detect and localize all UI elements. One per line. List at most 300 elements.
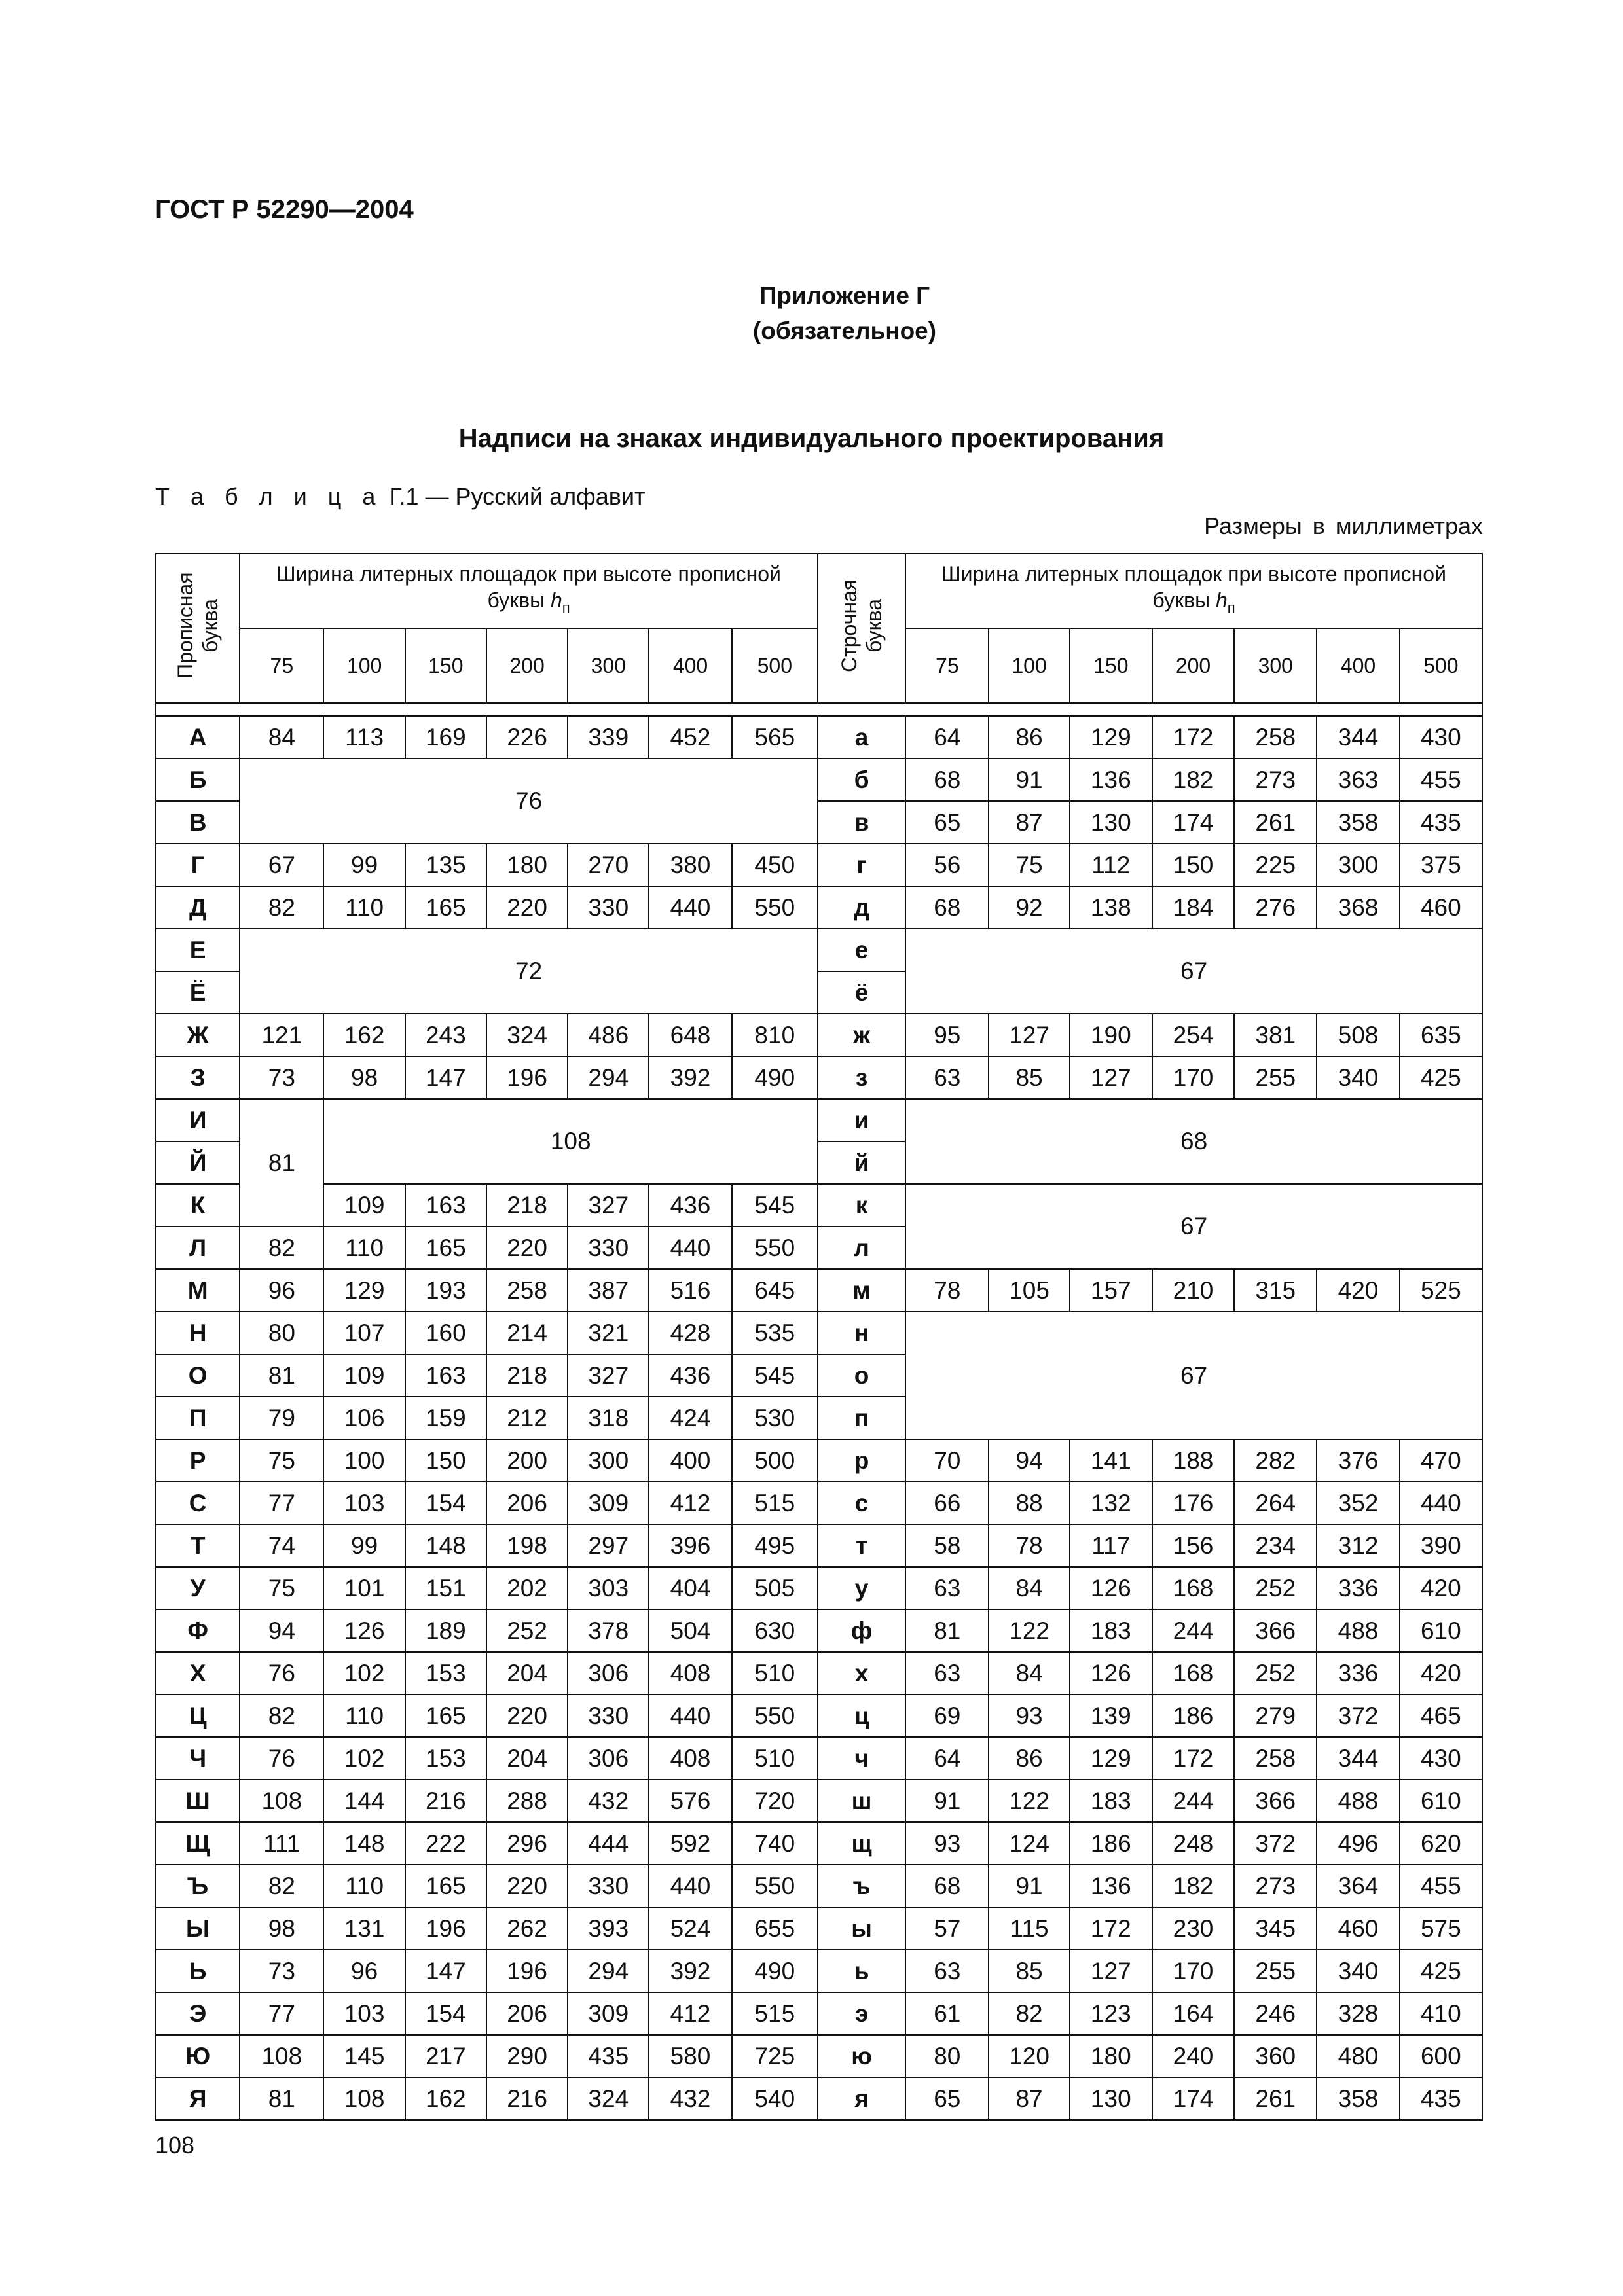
upper-letter-cell: В: [156, 801, 240, 844]
upper-value-cell: 75: [240, 1439, 323, 1482]
lower-letter-cell: о: [818, 1354, 905, 1397]
table-row: [156, 1822, 1482, 1865]
upper-letter-cell: Ц: [156, 1695, 240, 1737]
annex-title: Приложение Г: [759, 282, 930, 309]
lower-letter-cell: х: [818, 1652, 905, 1695]
upper-letter-cell: Ю: [156, 2035, 240, 2077]
lower-value-cell: 261: [1234, 801, 1317, 844]
lower-value-cell: 141: [1070, 1439, 1152, 1482]
upper-letter-cell: П: [156, 1397, 240, 1439]
lower-value-cell: 129: [1070, 716, 1152, 759]
lower-value-cell: 94: [989, 1439, 1069, 1482]
units-note: Размеры в миллиметрах: [1204, 512, 1483, 539]
table-row: [156, 1184, 1482, 1227]
upper-value-cell: 515: [732, 1992, 818, 2035]
lower-letter-cell: ё: [818, 971, 905, 1014]
lower-value-cell: 170: [1152, 1056, 1234, 1099]
lower-value-cell: 93: [989, 1695, 1069, 1737]
upper-value-cell: 550: [732, 1695, 818, 1737]
upper-value-cell: 153: [405, 1737, 486, 1780]
lower-letter-cell: ы: [818, 1907, 905, 1950]
lower-value-cell: 63: [905, 1950, 989, 1992]
upper-value-cell: 243: [405, 1014, 486, 1056]
lower-value-cell: 157: [1070, 1269, 1152, 1312]
upper-value-cell: 96: [323, 1950, 405, 1992]
upper-value-cell: 110: [323, 1865, 405, 1907]
lower-value-cell: 470: [1400, 1439, 1482, 1482]
lower-value-cell: 170: [1152, 1950, 1234, 1992]
lower-value-cell: 435: [1400, 801, 1482, 844]
upper-value-cell: 76: [240, 1652, 323, 1695]
upper-value-cell: 99: [323, 1524, 405, 1567]
upper-letter-cell: Д: [156, 886, 240, 929]
upper-height-header: 100: [323, 628, 405, 703]
lower-value-cell: 190: [1070, 1014, 1152, 1056]
upper-letter-cell: Ф: [156, 1609, 240, 1652]
lower-value-cell: 61: [905, 1992, 989, 2035]
upper-value-cell: 103: [323, 1482, 405, 1524]
lower-value-cell: 64: [905, 1737, 989, 1780]
table-row: [156, 844, 1482, 886]
lower-value-cell: 366: [1234, 1609, 1317, 1652]
lower-letter-cell: э: [818, 1992, 905, 2035]
lower-value-cell: 66: [905, 1482, 989, 1524]
upper-value-cell: 408: [649, 1737, 731, 1780]
upper-value-cell: 306: [568, 1652, 649, 1695]
upper-letter-cell: Н: [156, 1312, 240, 1354]
lower-letter-cell: г: [818, 844, 905, 886]
upper-height-header: 75: [240, 628, 323, 703]
lower-letter-cell: ш: [818, 1780, 905, 1822]
upper-letter-cell: О: [156, 1354, 240, 1397]
upper-value-cell: 160: [405, 1312, 486, 1354]
upper-value-cell: 151: [405, 1567, 486, 1609]
upper-value-cell: 321: [568, 1312, 649, 1354]
lower-value-cell: 164: [1152, 1992, 1234, 2035]
lower-letter-cell: я: [818, 2077, 905, 2120]
upper-letter-cell: Ч: [156, 1737, 240, 1780]
lower-value-cell: 86: [989, 716, 1069, 759]
lower-value-cell: 84: [989, 1567, 1069, 1609]
lower-value-cell: 496: [1317, 1822, 1399, 1865]
lower-letter-cell: д: [818, 886, 905, 929]
lower-value-cell: 230: [1152, 1907, 1234, 1950]
table-caption: [155, 483, 646, 511]
lower-value-cell: 273: [1234, 759, 1317, 801]
lower-value-cell: 115: [989, 1907, 1069, 1950]
upper-value-cell: 550: [732, 886, 818, 929]
upper-letter-cell: З: [156, 1056, 240, 1099]
lower-value-cell: 610: [1400, 1780, 1482, 1822]
upper-value-cell: 645: [732, 1269, 818, 1312]
lower-value-cell: 78: [905, 1269, 989, 1312]
upper-value-cell: 444: [568, 1822, 649, 1865]
upper-value-cell: 75: [240, 1567, 323, 1609]
annex-status: (обязательное): [752, 317, 937, 344]
upper-value-cell: 109: [323, 1354, 405, 1397]
upper-value-cell: 206: [486, 1992, 568, 2035]
lower-letter-cell: в: [818, 801, 905, 844]
upper-value-cell: 530: [732, 1397, 818, 1439]
lower-letter-cell: ь: [818, 1950, 905, 1992]
table-row: [156, 1312, 1482, 1354]
upper-value-cell: 110: [323, 1227, 405, 1269]
lower-value-cell: 276: [1234, 886, 1317, 929]
lower-value-cell: 63: [905, 1567, 989, 1609]
lower-value-cell: 138: [1070, 886, 1152, 929]
lower-value-cell: 488: [1317, 1609, 1399, 1652]
lower-value-cell: 68: [905, 886, 989, 929]
lower-value-cell: 600: [1400, 2035, 1482, 2077]
lower-value-cell: 124: [989, 1822, 1069, 1865]
upper-letter-cell: Я: [156, 2077, 240, 2120]
lower-value-cell: 488: [1317, 1780, 1399, 1822]
upper-value-cell: 440: [649, 1695, 731, 1737]
upper-letter-cell: А: [156, 716, 240, 759]
lower-value-cell: 525: [1400, 1269, 1482, 1312]
table-row: [156, 1992, 1482, 2035]
upper-value-cell: 309: [568, 1482, 649, 1524]
lower-value-cell: 126: [1070, 1567, 1152, 1609]
upper-value-cell: 504: [649, 1609, 731, 1652]
lower-value-cell: 86: [989, 1737, 1069, 1780]
upper-value-cell: 113: [323, 716, 405, 759]
table-row: [156, 759, 1482, 801]
lower-value-cell: 480: [1317, 2035, 1399, 2077]
lower-value-cell: 258: [1234, 716, 1317, 759]
upper-value-cell: 145: [323, 2035, 405, 2077]
upper-value-cell: 108: [323, 1099, 817, 1184]
upper-value-cell: 486: [568, 1014, 649, 1056]
upper-letter-cell: Б: [156, 759, 240, 801]
table-row: [156, 1907, 1482, 1950]
upper-height-header: 150: [405, 628, 486, 703]
upper-value-cell: 396: [649, 1524, 731, 1567]
lower-value-cell: 312: [1317, 1524, 1399, 1567]
lower-letter-cell: ъ: [818, 1865, 905, 1907]
upper-letter-cell: Ы: [156, 1907, 240, 1950]
upper-value-cell: 154: [405, 1482, 486, 1524]
upper-value-cell: 121: [240, 1014, 323, 1056]
upper-value-cell: 550: [732, 1227, 818, 1269]
lower-value-cell: 172: [1070, 1907, 1152, 1950]
lower-letter-cell: с: [818, 1482, 905, 1524]
lower-letter-cell: ц: [818, 1695, 905, 1737]
upper-value-cell: 111: [240, 1822, 323, 1865]
lower-value-cell: 336: [1317, 1652, 1399, 1695]
upper-value-cell: 294: [568, 1950, 649, 1992]
upper-letter-cell: Э: [156, 1992, 240, 2035]
upper-value-cell: 94: [240, 1609, 323, 1652]
upper-value-cell: 196: [486, 1950, 568, 1992]
lower-value-cell: 67: [905, 1184, 1482, 1269]
upper-value-cell: 218: [486, 1354, 568, 1397]
upper-value-cell: 324: [568, 2077, 649, 2120]
lower-letter-cell: п: [818, 1397, 905, 1439]
lower-value-cell: 182: [1152, 759, 1234, 801]
lower-value-cell: 575: [1400, 1907, 1482, 1950]
upper-value-cell: 810: [732, 1014, 818, 1056]
upper-value-cell: 495: [732, 1524, 818, 1567]
lower-value-cell: 328: [1317, 1992, 1399, 2035]
lower-letter-cell: р: [818, 1439, 905, 1482]
lower-height-header: 500: [1400, 628, 1482, 703]
upper-value-cell: 79: [240, 1397, 323, 1439]
upper-value-cell: 196: [486, 1056, 568, 1099]
upper-height-header: 400: [649, 628, 731, 703]
upper-value-cell: 393: [568, 1907, 649, 1950]
lower-value-cell: 282: [1234, 1439, 1317, 1482]
lower-value-cell: 122: [989, 1609, 1069, 1652]
upper-value-cell: 77: [240, 1992, 323, 2035]
upper-value-cell: 324: [486, 1014, 568, 1056]
lower-value-cell: 258: [1234, 1737, 1317, 1780]
upper-value-cell: 144: [323, 1780, 405, 1822]
upper-value-cell: 153: [405, 1652, 486, 1695]
lower-value-cell: 465: [1400, 1695, 1482, 1737]
lower-value-cell: 344: [1317, 1737, 1399, 1780]
upper-value-cell: 290: [486, 2035, 568, 2077]
upper-value-cell: 378: [568, 1609, 649, 1652]
lower-value-cell: 105: [989, 1269, 1069, 1312]
upper-letter-cell: Ь: [156, 1950, 240, 1992]
upper-letter-cell: Х: [156, 1652, 240, 1695]
upper-value-cell: 131: [323, 1907, 405, 1950]
lower-value-cell: 186: [1070, 1822, 1152, 1865]
lower-value-cell: 340: [1317, 1056, 1399, 1099]
lower-value-cell: 261: [1234, 2077, 1317, 2120]
alphabet-table: [155, 553, 1483, 2121]
upper-value-cell: 440: [649, 1227, 731, 1269]
table-row: [156, 1950, 1482, 1992]
upper-value-cell: 450: [732, 844, 818, 886]
lower-height-header: 200: [1152, 628, 1234, 703]
upper-value-cell: 436: [649, 1354, 731, 1397]
upper-value-cell: 432: [568, 1780, 649, 1822]
upper-letter-cell: Т: [156, 1524, 240, 1567]
lower-value-cell: 345: [1234, 1907, 1317, 1950]
upper-value-cell: 404: [649, 1567, 731, 1609]
lower-value-cell: 82: [989, 1992, 1069, 2035]
upper-value-cell: 303: [568, 1567, 649, 1609]
lower-value-cell: 168: [1152, 1652, 1234, 1695]
upper-value-cell: 216: [486, 2077, 568, 2120]
lower-height-header: 100: [989, 628, 1069, 703]
upper-value-cell: 510: [732, 1737, 818, 1780]
lower-value-cell: 360: [1234, 2035, 1317, 2077]
upper-value-cell: 77: [240, 1482, 323, 1524]
upper-value-cell: 100: [323, 1439, 405, 1482]
upper-value-cell: 330: [568, 1865, 649, 1907]
lower-value-cell: 68: [905, 759, 989, 801]
upper-value-cell: 306: [568, 1737, 649, 1780]
upper-value-cell: 505: [732, 1567, 818, 1609]
table-row: [156, 886, 1482, 929]
lower-letter-cell: з: [818, 1056, 905, 1099]
table-row: [156, 1609, 1482, 1652]
upper-value-cell: 294: [568, 1056, 649, 1099]
lower-value-cell: 358: [1317, 2077, 1399, 2120]
upper-value-cell: 436: [649, 1184, 731, 1227]
upper-value-cell: 412: [649, 1482, 731, 1524]
upper-value-cell: 82: [240, 1227, 323, 1269]
upper-value-cell: 76: [240, 759, 818, 844]
lower-letter-cell: ю: [818, 2035, 905, 2077]
upper-letter-cell: Е: [156, 929, 240, 971]
upper-value-cell: 67: [240, 844, 323, 886]
upper-value-cell: 214: [486, 1312, 568, 1354]
lower-letter-cell: ж: [818, 1014, 905, 1056]
lower-letter-cell: а: [818, 716, 905, 759]
lower-value-cell: 252: [1234, 1652, 1317, 1695]
lower-value-cell: 132: [1070, 1482, 1152, 1524]
upper-value-cell: 490: [732, 1950, 818, 1992]
upper-letter-cell: Ё: [156, 971, 240, 1014]
upper-value-cell: 309: [568, 1992, 649, 2035]
page-number: 108: [155, 2132, 195, 2159]
lower-value-cell: 340: [1317, 1950, 1399, 1992]
upper-value-cell: 169: [405, 716, 486, 759]
lower-value-cell: 460: [1400, 886, 1482, 929]
lower-value-cell: 610: [1400, 1609, 1482, 1652]
lower-value-cell: 78: [989, 1524, 1069, 1567]
lower-value-cell: 80: [905, 2035, 989, 2077]
upper-value-cell: 165: [405, 1865, 486, 1907]
upper-value-cell: 162: [405, 2077, 486, 2120]
lower-height-header: 400: [1317, 628, 1399, 703]
upper-value-cell: 592: [649, 1822, 731, 1865]
lower-value-cell: 234: [1234, 1524, 1317, 1567]
lower-value-cell: 69: [905, 1695, 989, 1737]
table-row: [156, 1695, 1482, 1737]
upper-value-cell: 198: [486, 1524, 568, 1567]
upper-value-cell: 110: [323, 1695, 405, 1737]
lower-value-cell: 381: [1234, 1014, 1317, 1056]
upper-value-cell: 163: [405, 1354, 486, 1397]
lower-value-cell: 420: [1400, 1652, 1482, 1695]
lower-value-cell: 315: [1234, 1269, 1317, 1312]
lower-value-cell: 65: [905, 2077, 989, 2120]
lower-value-cell: 136: [1070, 1865, 1152, 1907]
lower-value-cell: 84: [989, 1652, 1069, 1695]
lower-value-cell: 123: [1070, 1992, 1152, 2035]
lower-value-cell: 435: [1400, 2077, 1482, 2120]
lower-value-cell: 67: [905, 929, 1482, 1014]
lower-value-cell: 129: [1070, 1737, 1152, 1780]
table-label: Т а б л и ц а: [155, 483, 383, 510]
table-row: [156, 1865, 1482, 1907]
lower-letter-cell: щ: [818, 1822, 905, 1865]
lower-value-cell: 376: [1317, 1439, 1399, 1482]
upper-value-cell: 387: [568, 1269, 649, 1312]
upper-letter-cell: Ж: [156, 1014, 240, 1056]
table-row: [156, 1439, 1482, 1482]
upper-value-cell: 101: [323, 1567, 405, 1609]
lower-value-cell: 352: [1317, 1482, 1399, 1524]
upper-value-cell: 440: [649, 886, 731, 929]
table-caption-text: Г.1 — Русский алфавит: [389, 483, 646, 510]
lower-value-cell: 56: [905, 844, 989, 886]
lower-value-cell: 244: [1152, 1609, 1234, 1652]
lower-value-cell: 455: [1400, 759, 1482, 801]
lower-letter-cell: к: [818, 1184, 905, 1227]
upper-value-cell: 648: [649, 1014, 731, 1056]
upper-letter-cell: Ъ: [156, 1865, 240, 1907]
lower-value-cell: 130: [1070, 801, 1152, 844]
table-row: [156, 1652, 1482, 1695]
upper-value-cell: 135: [405, 844, 486, 886]
upper-value-cell: 220: [486, 1865, 568, 1907]
lower-value-cell: 372: [1317, 1695, 1399, 1737]
lower-value-cell: 172: [1152, 1737, 1234, 1780]
upper-value-cell: 217: [405, 2035, 486, 2077]
lower-value-cell: 67: [905, 1312, 1482, 1439]
upper-value-cell: 392: [649, 1056, 731, 1099]
lower-value-cell: 372: [1234, 1822, 1317, 1865]
table-row: [156, 1524, 1482, 1567]
upper-letter-cell: Г: [156, 844, 240, 886]
upper-value-cell: 81: [240, 2077, 323, 2120]
lower-value-cell: 363: [1317, 759, 1399, 801]
upper-value-cell: 452: [649, 716, 731, 759]
upper-value-cell: 73: [240, 1056, 323, 1099]
upper-value-cell: 516: [649, 1269, 731, 1312]
upper-value-cell: 655: [732, 1907, 818, 1950]
upper-value-cell: 424: [649, 1397, 731, 1439]
lower-value-cell: 440: [1400, 1482, 1482, 1524]
upper-value-cell: 515: [732, 1482, 818, 1524]
upper-value-cell: 252: [486, 1609, 568, 1652]
lower-value-cell: 336: [1317, 1567, 1399, 1609]
upper-value-cell: 72: [240, 929, 818, 1014]
upper-value-cell: 392: [649, 1950, 731, 1992]
lower-value-cell: 85: [989, 1950, 1069, 1992]
upper-value-cell: 330: [568, 1227, 649, 1269]
upper-value-cell: 545: [732, 1184, 818, 1227]
upper-value-cell: 81: [240, 1099, 323, 1227]
upper-value-cell: 180: [486, 844, 568, 886]
upper-value-cell: 339: [568, 716, 649, 759]
table-row: [156, 1269, 1482, 1312]
lower-value-cell: 425: [1400, 1950, 1482, 1992]
upper-value-cell: 165: [405, 1695, 486, 1737]
lower-value-cell: 58: [905, 1524, 989, 1567]
lower-value-cell: 375: [1400, 844, 1482, 886]
lower-value-cell: 420: [1317, 1269, 1399, 1312]
upper-value-cell: 428: [649, 1312, 731, 1354]
lower-letter-cell: й: [818, 1141, 905, 1184]
upper-value-cell: 82: [240, 886, 323, 929]
upper-value-cell: 565: [732, 716, 818, 759]
upper-value-cell: 318: [568, 1397, 649, 1439]
lower-value-cell: 174: [1152, 801, 1234, 844]
upper-value-cell: 193: [405, 1269, 486, 1312]
lower-letter-cell: н: [818, 1312, 905, 1354]
upper-value-cell: 400: [649, 1439, 731, 1482]
lower-value-cell: 460: [1317, 1907, 1399, 1950]
lower-value-cell: 127: [989, 1014, 1069, 1056]
table-row: [156, 1737, 1482, 1780]
lower-value-cell: 172: [1152, 716, 1234, 759]
upper-value-cell: 220: [486, 1695, 568, 1737]
lower-value-cell: 410: [1400, 1992, 1482, 2035]
section-title: Надписи на знаках индивидуального проектирования: [458, 424, 1165, 453]
upper-value-cell: 288: [486, 1780, 568, 1822]
annex-heading: [681, 278, 1008, 349]
upper-value-cell: 524: [649, 1907, 731, 1950]
upper-value-cell: 96: [240, 1269, 323, 1312]
upper-value-cell: 108: [240, 1780, 323, 1822]
